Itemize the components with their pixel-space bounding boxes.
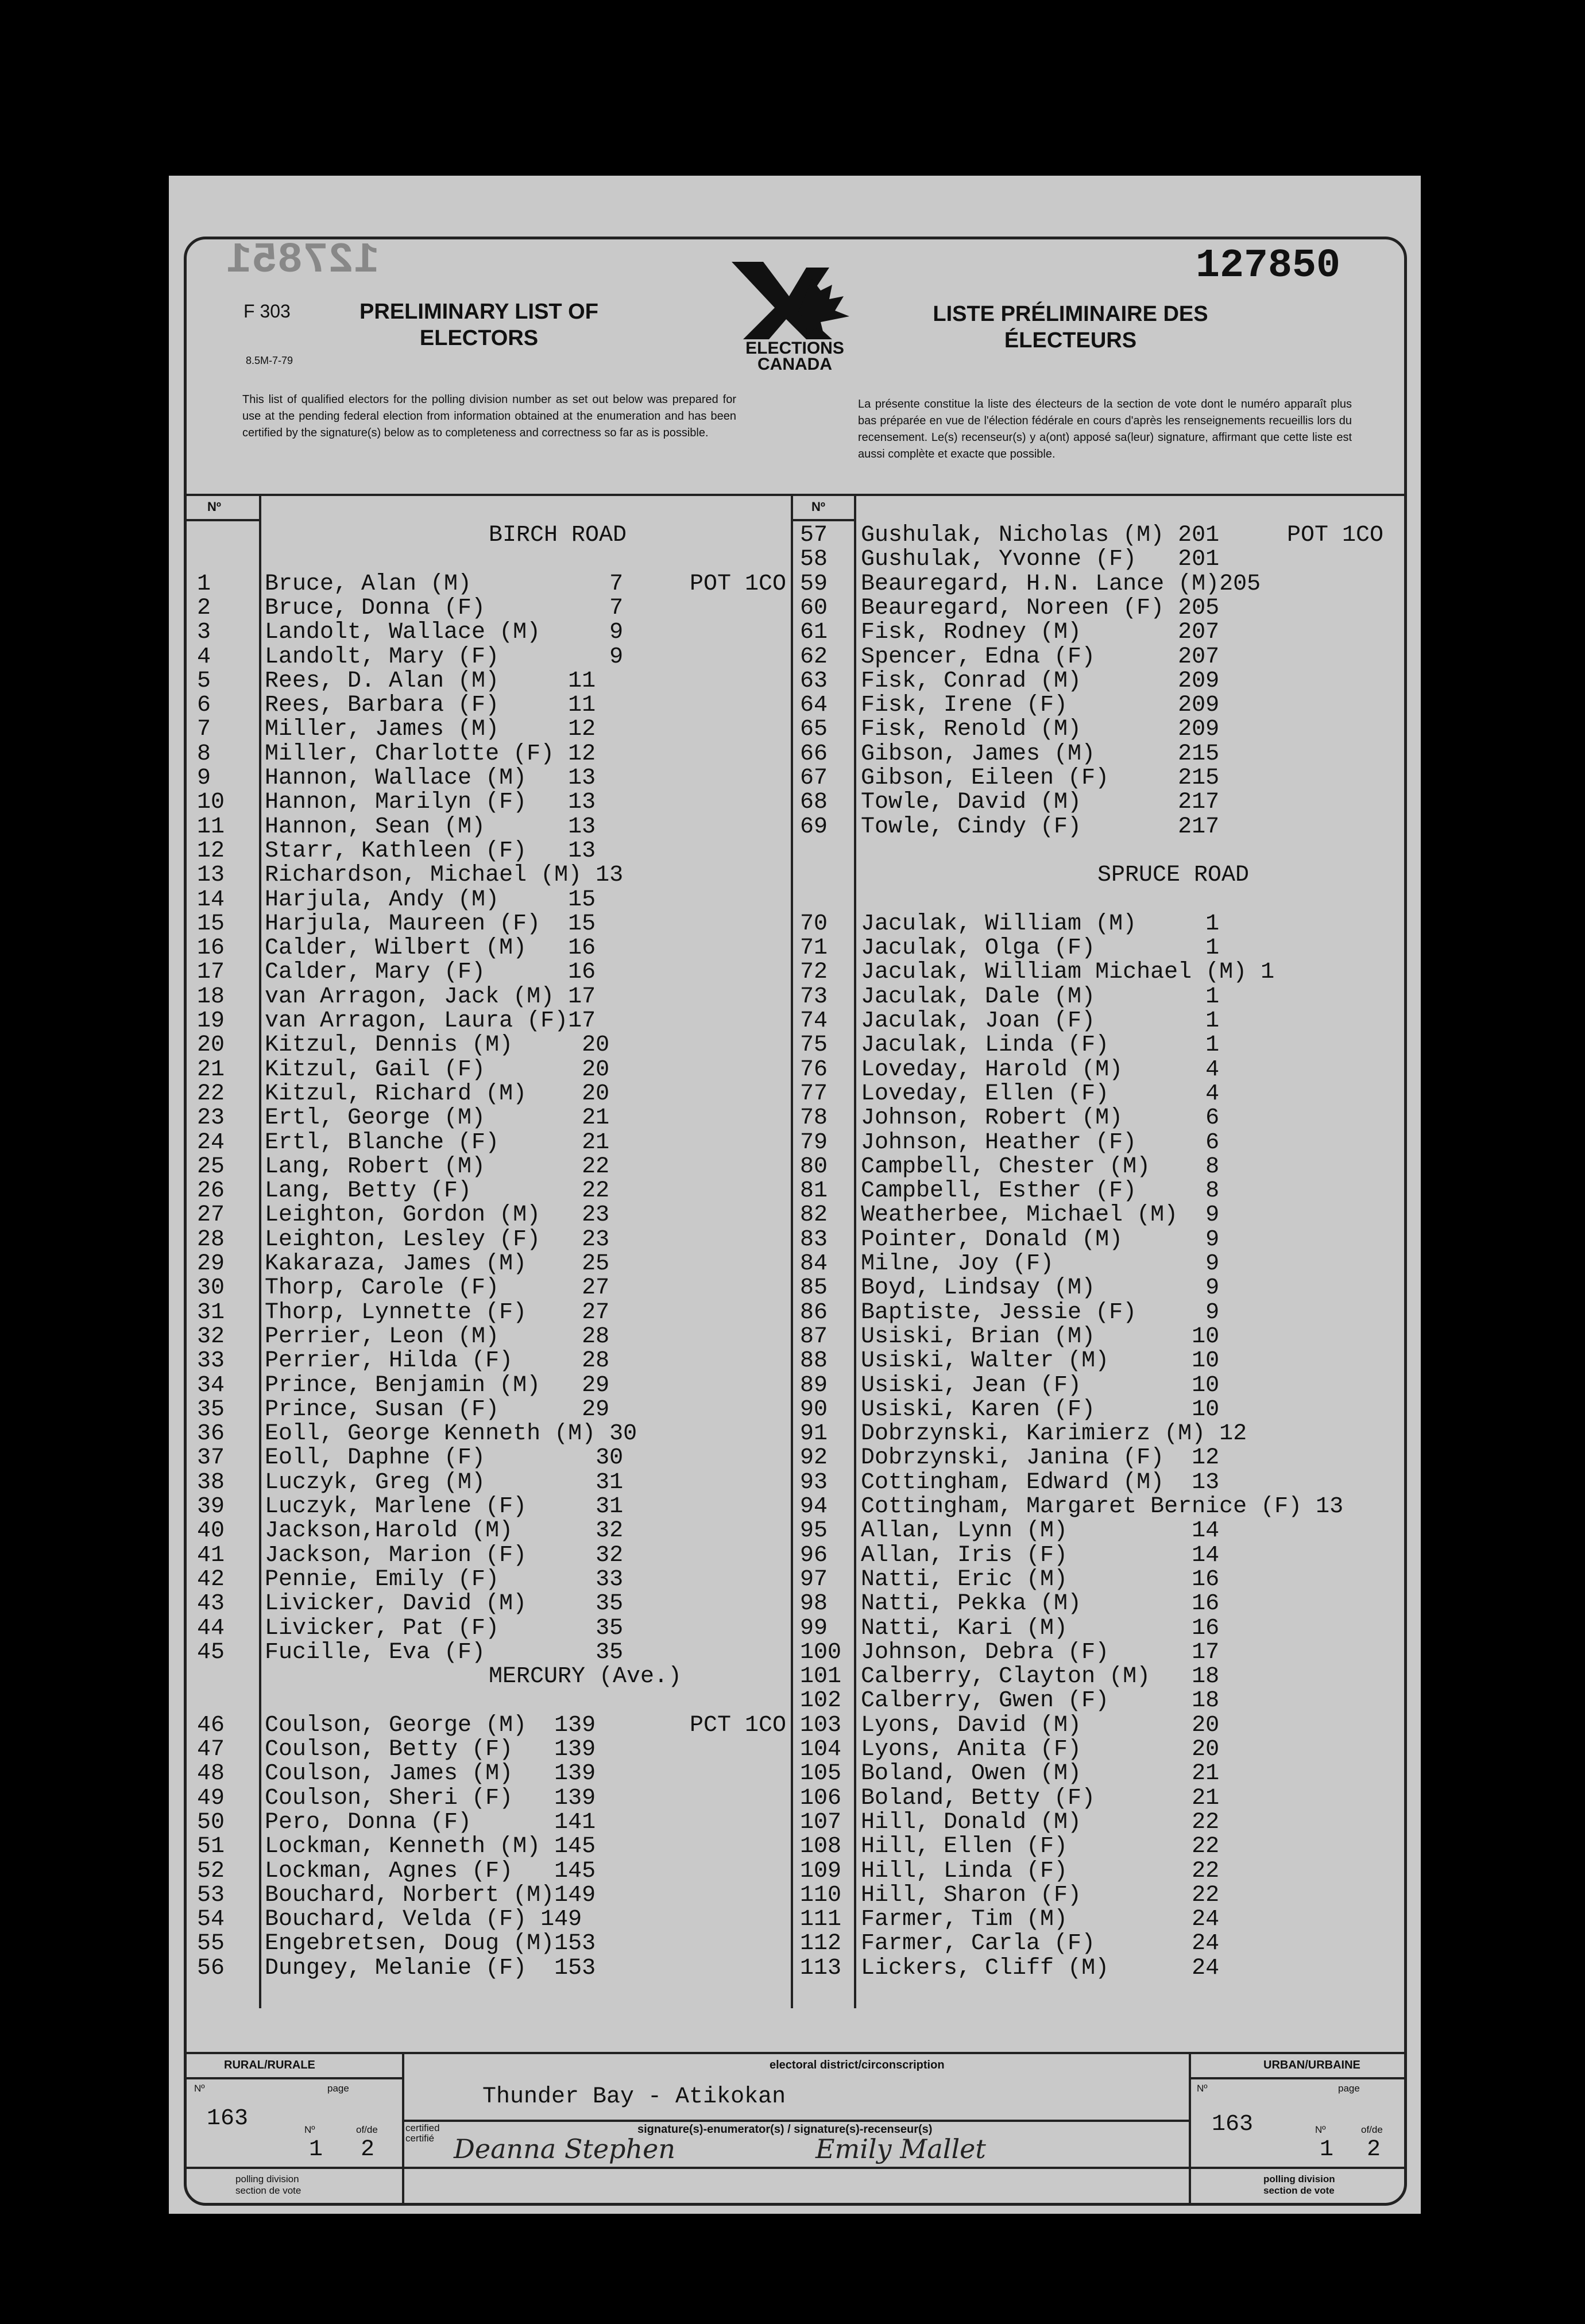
elector-entry: Loveday, Harold (M) 4 (861, 1056, 1220, 1083)
elector-entry: Fisk, Renold (M) 209 (861, 716, 1220, 743)
elector-number: 19 (197, 1008, 225, 1034)
elector-entry: Lockman, Kenneth (M) 145 (265, 1834, 596, 1860)
elector-number: 10 (197, 789, 225, 816)
elector-entry: Coulson, James (M) 139 (265, 1761, 596, 1787)
elector-number: 60 (800, 595, 828, 621)
form-print-date: 8.5M-7-79 (246, 355, 293, 366)
elector-entry: Loveday, Ellen (F) 4 (861, 1080, 1220, 1107)
elector-entry: Coulson, Sheri (F) 139 (265, 1785, 596, 1811)
elector-entry: Hannon, Wallace (M) 13 (265, 765, 596, 791)
elector-entry: Luczyk, Greg (M) 31 (265, 1469, 624, 1496)
elector-entry: Prince, Susan (F) 29 (265, 1396, 610, 1423)
elector-number: 64 (800, 692, 828, 719)
elector-entry: Allan, Lynn (M) 14 (861, 1518, 1220, 1544)
elector-number: 5 (197, 668, 211, 694)
elector-number: 96 (800, 1542, 828, 1568)
elector-entry: Natti, Kari (M) 16 (861, 1615, 1220, 1641)
right-number-divider (854, 494, 856, 2008)
elector-number: 55 (197, 1931, 225, 1957)
elector-number: 39 (197, 1494, 225, 1520)
elector-number: 72 (800, 959, 828, 986)
elector-number: 80 (800, 1153, 828, 1180)
elector-number: 42 (197, 1566, 225, 1593)
rural-no-label: Nº (194, 2083, 205, 2094)
elector-entry: Usiski, Brian (M) 10 (861, 1323, 1220, 1350)
svg-text:CANADA: CANADA (757, 355, 832, 371)
elector-number: 6 (197, 692, 211, 719)
table-top-rule (184, 494, 1406, 496)
elector-number: 81 (800, 1178, 828, 1204)
rural-page-number: 1 (309, 2137, 323, 2163)
elector-number: 25 (197, 1153, 225, 1180)
elector-number: 35 (197, 1396, 225, 1423)
elector-number: 11 (197, 814, 225, 840)
elector-entry: Beauregard, H.N. Lance (M)205 (861, 571, 1261, 597)
certified-label (405, 2123, 440, 2144)
elector-entry: Lickers, Cliff (M) 24 (861, 1955, 1220, 1981)
elector-number: 75 (800, 1032, 828, 1059)
elector-entry: Coulson, George (M) 139 (265, 1712, 596, 1738)
elector-entry: Jaculak, Dale (M) 1 (861, 983, 1220, 1010)
elector-number: 54 (197, 1907, 225, 1933)
elector-number: 29 (197, 1251, 225, 1277)
urban-no-label: Nº (1197, 2083, 1208, 2094)
elector-entry: Natti, Pekka (M) 16 (861, 1591, 1220, 1617)
footer-block (184, 2052, 1407, 2207)
elector-number: 106 (800, 1785, 842, 1811)
elector-number: 87 (800, 1323, 828, 1350)
elector-number: 23 (197, 1105, 225, 1132)
elector-number: 22 (197, 1080, 225, 1107)
title-english-line-1: PRELIMINARY LIST OF (359, 300, 598, 324)
elector-entry: Starr, Kathleen (F) 13 (265, 838, 596, 864)
elector-number: 46 (197, 1712, 225, 1738)
elector-number: 52 (197, 1858, 225, 1884)
elector-number: 57 (800, 522, 828, 548)
elector-number: 99 (800, 1615, 828, 1641)
elector-number: 95 (800, 1518, 828, 1544)
elector-entry: Perrier, Leon (M) 28 (265, 1323, 610, 1350)
elector-entry: Kitzul, Dennis (M) 20 (265, 1032, 610, 1059)
elector-entry: Kitzul, Gail (F) 20 (265, 1056, 610, 1083)
elector-number: 94 (800, 1494, 828, 1520)
rural-polling-label (235, 2174, 301, 2197)
elector-entry: Spencer, Edna (F) 207 (861, 644, 1220, 670)
elector-number: 44 (197, 1615, 225, 1641)
elector-number: 8 (197, 741, 211, 767)
title-french-line-2: ÉLECTEURS (1004, 328, 1137, 353)
elector-number: 101 (800, 1664, 842, 1690)
elector-entry: Lockman, Agnes (F) 145 (265, 1858, 596, 1884)
elector-number: 15 (197, 911, 225, 937)
elector-entry: Fisk, Rodney (M) 207 (861, 619, 1220, 646)
left-no-header-rule (184, 519, 259, 521)
elector-number: 90 (800, 1396, 828, 1423)
intro-french: La présente constitue la liste des électeurs de la section de vote dont le numéro apparaît plus bas préparée en vue de l'élection fédérale en cours d'après les renseignements recueillis lors du recensement. Le(s) recenseur(s) y a(ont) apposé sa(leur) signature, affirmant que cette liste est aussi complète et exacte que possible. (858, 398, 1352, 460)
urban-polling-number: 163 (1212, 2112, 1254, 2137)
enumerator-signature-1: Deanna Stephen (454, 2133, 675, 2164)
elector-number: 76 (800, 1056, 828, 1083)
elector-entry: Lyons, David (M) 20 (861, 1712, 1220, 1738)
elector-entry: Fisk, Irene (F) 209 (861, 692, 1220, 719)
elector-entry: Leighton, Lesley (F) 23 (265, 1226, 610, 1253)
elector-number: 34 (197, 1372, 225, 1399)
elector-number: 103 (800, 1712, 842, 1738)
district-label: electoral district/circonscription (770, 2059, 945, 2071)
elector-entry: Harjula, Andy (M) 15 (265, 886, 596, 913)
elector-number: 38 (197, 1469, 225, 1496)
elector-entry: Calberry, Gwen (F) 18 (861, 1688, 1220, 1714)
elector-number: 78 (800, 1105, 828, 1132)
elector-number: 3 (197, 619, 211, 646)
elector-entry: Bouchard, Velda (F) 149 (265, 1907, 582, 1933)
elector-number: 105 (800, 1761, 842, 1787)
elector-number: 65 (800, 716, 828, 743)
urban-polling-label-fr: section de vote (1263, 2185, 1335, 2196)
elector-number: 47 (197, 1737, 225, 1763)
elector-entry: Eoll, Daphne (F) 30 (265, 1445, 624, 1471)
elector-entry: Jaculak, William Michael (M) 1 (861, 959, 1275, 986)
signature-label: signature(s)-enumerator(s) / signature(s)-recenseur(s) (637, 2123, 933, 2136)
elector-entry: Beauregard, Noreen (F) 205 (861, 595, 1220, 621)
elector-entry: Richardson, Michael (M) 13 (265, 862, 624, 889)
elector-number: 88 (800, 1348, 828, 1374)
elector-entry: Ertl, Blanche (F) 21 (265, 1129, 610, 1156)
elector-entry: Engebretsen, Doug (M)153 (265, 1931, 596, 1957)
left-no-header: Nº (207, 499, 221, 514)
left-section-heading: PCT 1CO (690, 1712, 787, 1738)
rural-page-total: 2 (361, 2137, 375, 2163)
elector-number: 51 (197, 1834, 225, 1860)
rural-polling-label-en: polling division (235, 2174, 299, 2184)
rural-of-label: of/de (356, 2124, 378, 2135)
elector-number: 62 (800, 644, 828, 670)
elector-entry: Luczyk, Marlene (F) 31 (265, 1494, 624, 1520)
title-french-line-1: LISTE PRÉLIMINAIRE DES (933, 302, 1208, 326)
left-section-heading: MERCURY (Ave.) (489, 1664, 682, 1690)
urban-of-label: of/de (1361, 2124, 1383, 2135)
elector-entry: Harjula, Maureen (F) 15 (265, 911, 596, 937)
elector-entry: Calberry, Clayton (M) 18 (861, 1664, 1220, 1690)
elector-number: 69 (800, 814, 828, 840)
center-divider (791, 494, 793, 2008)
elector-number: 45 (197, 1639, 225, 1665)
footer-urban-divider (1189, 2052, 1191, 2205)
elector-number: 92 (800, 1445, 828, 1471)
elector-entry: Calder, Wilbert (M) 16 (265, 935, 596, 962)
elector-entry: Pennie, Emily (F) 33 (265, 1566, 624, 1593)
elector-number: 86 (800, 1299, 828, 1326)
elector-entry: van Arragon, Laura (F)17 (265, 1008, 596, 1034)
elector-number: 82 (800, 1202, 828, 1229)
elector-number: 4 (197, 644, 211, 670)
elector-number: 18 (197, 983, 225, 1010)
elector-number: 63 (800, 668, 828, 694)
elector-entry: Natti, Eric (M) 16 (861, 1566, 1220, 1593)
elector-entry: Hill, Linda (F) 22 (861, 1858, 1220, 1884)
ghost-document-number: 127851 (226, 237, 380, 285)
elector-entry: Kakaraza, James (M) 25 (265, 1251, 610, 1277)
electoral-district-value: Thunder Bay - Atikokan (482, 2084, 786, 2110)
elector-entry: Thorp, Carole (F) 27 (265, 1275, 610, 1302)
elector-number: 102 (800, 1688, 842, 1714)
elector-entry: Jaculak, Linda (F) 1 (861, 1032, 1220, 1059)
elector-number: 16 (197, 935, 225, 962)
elector-number: 83 (800, 1226, 828, 1253)
elector-entry: Perrier, Hilda (F) 28 (265, 1348, 610, 1374)
elector-entry: Kitzul, Richard (M) 20 (265, 1080, 610, 1107)
elector-number: 74 (800, 1008, 828, 1034)
elector-number: 43 (197, 1591, 225, 1617)
elector-entry: Cottingham, Edward (M) 13 (861, 1469, 1220, 1496)
elector-entry: Cottingham, Margaret Bernice (F) 13 (861, 1494, 1344, 1520)
elector-entry: Lyons, Anita (F) 20 (861, 1737, 1220, 1763)
elector-entry: Boyd, Lindsay (M) 9 (861, 1275, 1220, 1302)
rural-polling-label-fr: section de vote (235, 2185, 301, 2196)
elector-number: 48 (197, 1761, 225, 1787)
elector-number: 30 (197, 1275, 225, 1302)
elector-entry: Lang, Robert (M) 22 (265, 1153, 610, 1180)
elector-number: 85 (800, 1275, 828, 1302)
elector-number: 1 (197, 571, 211, 597)
elector-entry: Livicker, Pat (F) 35 (265, 1615, 624, 1641)
elector-number: 26 (197, 1178, 225, 1204)
elector-entry: Pointer, Donald (M) 9 (861, 1226, 1220, 1253)
elector-entry: Bruce, Alan (M) 7 (265, 571, 624, 597)
urban-page-label: page (1338, 2083, 1360, 2094)
elector-entry: Lang, Betty (F) 22 (265, 1178, 610, 1204)
elector-entry: Hill, Ellen (F) 22 (861, 1834, 1220, 1860)
elector-entry: Hannon, Marilyn (F) 13 (265, 789, 596, 816)
elector-entry: Coulson, Betty (F) 139 (265, 1737, 596, 1763)
right-no-header: Nº (811, 499, 825, 514)
elector-number: 68 (800, 789, 828, 816)
elector-entry: Dobrzynski, Karimierz (M) 12 (861, 1421, 1247, 1447)
elector-entry: Dungey, Melanie (F) 153 (265, 1955, 596, 1981)
elector-entry: Calder, Mary (F) 16 (265, 959, 596, 986)
document-number: 127850 (1195, 243, 1340, 289)
footer-rural-divider (402, 2052, 404, 2205)
elector-entry: Rees, Barbara (F) 11 (265, 692, 596, 719)
elector-entry: van Arragon, Jack (M) 17 (265, 983, 596, 1010)
elector-number: 110 (800, 1882, 842, 1908)
elector-entry: Gibson, Eileen (F) 215 (861, 765, 1220, 791)
elector-entry: Jaculak, Olga (F) 1 (861, 935, 1220, 962)
elector-entry: Leighton, Gordon (M) 23 (265, 1202, 610, 1229)
elector-entry: Towle, David (M) 217 (861, 789, 1220, 816)
elector-entry: Miller, Charlotte (F) 12 (265, 741, 596, 767)
elector-entry: Gushulak, Nicholas (M) 201 (861, 522, 1220, 548)
elector-number: 7 (197, 716, 211, 743)
elector-number: 66 (800, 741, 828, 767)
elector-entry: Jaculak, Joan (F) 1 (861, 1008, 1220, 1034)
title-english (358, 299, 600, 351)
elector-number: 36 (197, 1421, 225, 1447)
elector-entry: Boland, Owen (M) 21 (861, 1761, 1220, 1787)
elector-number: 24 (197, 1129, 225, 1156)
elector-number: 20 (197, 1032, 225, 1059)
elector-number: 2 (197, 595, 211, 621)
elector-entry: Landolt, Mary (F) 9 (265, 644, 624, 670)
rural-label: RURAL/RURALE (224, 2059, 315, 2071)
elector-entry: Baptiste, Jessie (F) 9 (861, 1299, 1220, 1326)
elector-number: 111 (800, 1907, 842, 1933)
elector-entry: Farmer, Tim (M) 24 (861, 1907, 1220, 1933)
elector-number: 40 (197, 1518, 225, 1544)
elector-entry: Bruce, Donna (F) 7 (265, 595, 624, 621)
elector-entry: Thorp, Lynnette (F) 27 (265, 1299, 610, 1326)
urban-page-number: 1 (1320, 2137, 1334, 2163)
title-french (915, 301, 1226, 354)
elector-entry: Johnson, Debra (F) 17 (861, 1639, 1220, 1665)
elector-number: 77 (800, 1080, 828, 1107)
elector-number: 73 (800, 983, 828, 1010)
elector-entry: Fucille, Eva (F) 35 (265, 1639, 624, 1665)
elector-number: 14 (197, 886, 225, 913)
elector-entry: Dobrzynski, Janina (F) 12 (861, 1445, 1220, 1471)
elector-entry: Jackson, Marion (F) 32 (265, 1542, 624, 1568)
elector-entry: Bouchard, Norbert (M)149 (265, 1882, 596, 1908)
elector-number: 112 (800, 1931, 842, 1957)
elector-number: 33 (197, 1348, 225, 1374)
elector-number: 93 (800, 1469, 828, 1496)
right-section-heading: POT 1CO (1287, 522, 1384, 548)
elector-number: 98 (800, 1591, 828, 1617)
rural-page-label: page (327, 2083, 349, 2094)
elector-number: 32 (197, 1323, 225, 1350)
left-section-heading: BIRCH ROAD (489, 522, 627, 548)
elector-number: 58 (800, 547, 828, 573)
elector-number: 27 (197, 1202, 225, 1229)
urban-page-total: 2 (1367, 2137, 1381, 2163)
rural-polling-number: 163 (207, 2106, 249, 2132)
rural-no-label-2: Nº (304, 2124, 315, 2135)
right-no-header-rule (791, 519, 854, 521)
elector-entry: Jaculak, William (M) 1 (861, 911, 1220, 937)
elector-number: 50 (197, 1809, 225, 1835)
right-section-heading: SPRUCE ROAD (1097, 862, 1250, 889)
elector-number: 53 (197, 1882, 225, 1908)
elector-entry: Miller, James (M) 12 (265, 716, 596, 743)
elector-number: 56 (197, 1955, 225, 1981)
elector-number: 104 (800, 1737, 842, 1763)
urban-polling-label-en: polling division (1263, 2174, 1335, 2184)
certified-label-fr: certifié (405, 2133, 435, 2144)
elector-number: 37 (197, 1445, 225, 1471)
elector-number: 91 (800, 1421, 828, 1447)
elector-number: 107 (800, 1809, 842, 1835)
elector-entry: Ertl, George (M) 21 (265, 1105, 610, 1132)
elector-entry: Jackson,Harold (M) 32 (265, 1518, 624, 1544)
elector-number: 108 (800, 1834, 842, 1860)
elections-canada-logo (720, 256, 869, 371)
intro-english: This list of qualified electors for the polling division number as set out below was prepared for use at the pending federal election from information obtained at the enumeration and has been certified by the signature(s) below as to completeness and correctness so far as is possible. (242, 393, 736, 439)
elector-entry: Hill, Donald (M) 22 (861, 1809, 1220, 1835)
elector-entry: Johnson, Robert (M) 6 (861, 1105, 1220, 1132)
elector-number: 41 (197, 1542, 225, 1568)
elector-entry: Livicker, David (M) 35 (265, 1591, 624, 1617)
left-number-divider (259, 494, 261, 2008)
elector-entry: Hill, Sharon (F) 22 (861, 1882, 1220, 1908)
elector-entry: Usiski, Walter (M) 10 (861, 1348, 1220, 1374)
urban-label: URBAN/URBAINE (1263, 2059, 1360, 2071)
elector-number: 79 (800, 1129, 828, 1156)
elector-entry: Allan, Iris (F) 14 (861, 1542, 1220, 1568)
elector-entry: Milne, Joy (F) 9 (861, 1251, 1220, 1277)
elector-entry: Boland, Betty (F) 21 (861, 1785, 1220, 1811)
elector-number: 13 (197, 862, 225, 889)
elector-entry: Gushulak, Yvonne (F) 201 (861, 547, 1220, 573)
elector-number: 59 (800, 571, 828, 597)
elector-entry: Johnson, Heather (F) 6 (861, 1129, 1220, 1156)
electors-table (184, 494, 1406, 2050)
elector-entry: Usiski, Jean (F) 10 (861, 1372, 1220, 1399)
elector-number: 31 (197, 1299, 225, 1326)
elector-entry: Hannon, Sean (M) 13 (265, 814, 596, 840)
elector-number: 9 (197, 765, 211, 791)
left-section-heading: POT 1CO (690, 571, 787, 597)
elector-entry: Weatherbee, Michael (M) 9 (861, 1202, 1220, 1229)
elector-number: 28 (197, 1226, 225, 1253)
elector-number: 12 (197, 838, 225, 864)
elector-number: 100 (800, 1639, 842, 1665)
elector-entry: Eoll, George Kenneth (M) 30 (265, 1421, 637, 1447)
title-english-line-2: ELECTORS (419, 326, 539, 350)
elector-entry: Campbell, Esther (F) 8 (861, 1178, 1220, 1204)
elector-number: 70 (800, 911, 828, 937)
urban-no-label-2: Nº (1315, 2124, 1326, 2135)
elector-number: 61 (800, 619, 828, 646)
elector-entry: Rees, D. Alan (M) 11 (265, 668, 596, 694)
elector-number: 49 (197, 1785, 225, 1811)
urban-polling-label (1263, 2174, 1335, 2197)
elector-number: 84 (800, 1251, 828, 1277)
elector-entry: Pero, Donna (F) 141 (265, 1809, 596, 1835)
elector-entry: Gibson, James (M) 215 (861, 741, 1220, 767)
elector-entry: Landolt, Wallace (M) 9 (265, 619, 624, 646)
elector-number: 71 (800, 935, 828, 962)
elector-number: 17 (197, 959, 225, 986)
elector-number: 113 (800, 1955, 842, 1981)
elector-number: 109 (800, 1858, 842, 1884)
elector-number: 89 (800, 1372, 828, 1399)
elector-list-sheet (169, 176, 1421, 2214)
elector-entry: Farmer, Carla (F) 24 (861, 1931, 1220, 1957)
elector-number: 97 (800, 1566, 828, 1593)
elector-number: 21 (197, 1056, 225, 1083)
elector-entry: Prince, Benjamin (M) 29 (265, 1372, 610, 1399)
elector-entry: Fisk, Conrad (M) 209 (861, 668, 1220, 694)
enumerator-signature-2: Emily Mallet (815, 2133, 986, 2164)
certified-label-en: certified (405, 2122, 440, 2133)
elector-entry: Campbell, Chester (M) 8 (861, 1153, 1220, 1180)
form-code: F 303 (243, 301, 291, 322)
svg-text:ELECTIONS: ELECTIONS (745, 339, 844, 358)
elector-entry: Usiski, Karen (F) 10 (861, 1396, 1220, 1423)
elector-number: 67 (800, 765, 828, 791)
elector-entry: Towle, Cindy (F) 217 (861, 814, 1220, 840)
